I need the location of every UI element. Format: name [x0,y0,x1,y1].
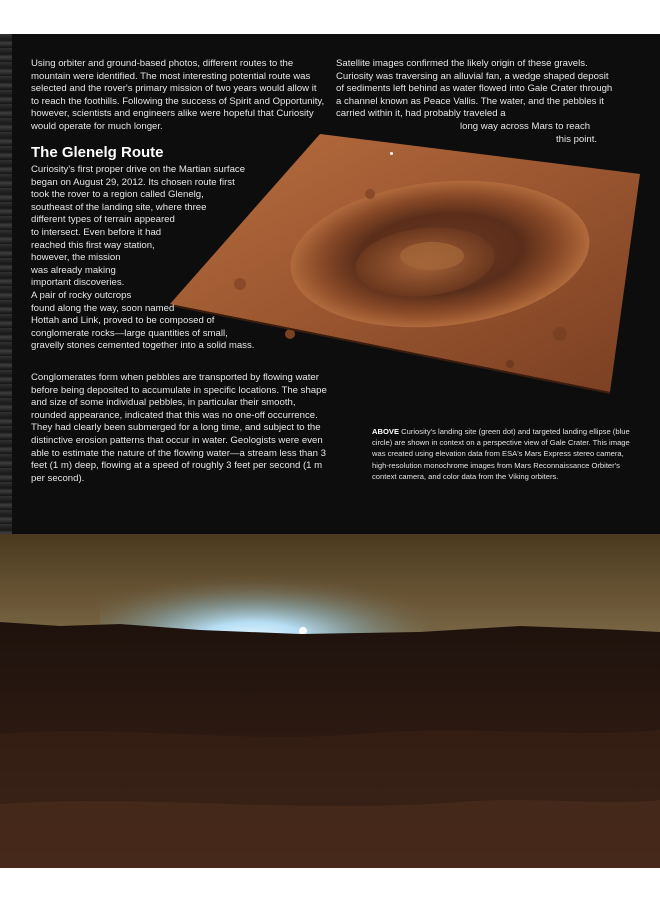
glenelg-line: was already making [31,264,116,276]
glenelg-line: to intersect. Even before it had [31,226,162,238]
section-heading: The Glenelg Route [31,144,164,161]
glenelg-line: important discoveries. [31,277,125,289]
intro-right-tail-1: long way across Mars to reach [460,120,591,132]
glenelg-line: different types of terrain appeared [31,214,175,226]
intro-right-paragraph [336,58,616,146]
glenelg-line: conglomerate rocks—large quantities of small, [31,327,228,339]
landing-site-dot [390,152,393,155]
book-page [0,34,660,868]
glenelg-line: however, the mission [31,252,121,264]
glenelg-line: took the rover to a region called Glenelg, [31,189,204,201]
martian-sunset-photo [0,534,660,868]
caption-lead: ABOVE [372,427,400,436]
glenelg-line: found along the way, soon named [31,302,175,314]
caption-text: Curiosity's landing site (green dot) and targeted landing ellipse (blue circle) are shown in context on a perspective view of Gale Crater. This image was created using elevation data from ESA's Mars Express stereo camera, high-resolution monochrome images from Mars Reconnaissance Orbiter's context camera, and color data from the Viking orbiters. [372,427,630,481]
glenelg-line: began on August 29, 2012. Its chosen route first [31,176,235,188]
conglomerates-paragraph: Conglomerates form when pebbles are transported by flowing water before being deposited to accumulate in specific locations. The shape and size of some individual pebbles, in particular their smooth, rounded appearance, indicated that this was no one-off occurrence. They had clearly been submerged for a long time, and subject to the distinctive erosion patterns that occur in water. Geologists were even able to estimate the nature of the flowing water—a stream less than 3 feet (1 m) deep, flowing at a speed of roughly 3 feet per second (1 m per second). [31,372,327,484]
intro-right-tail-2: this point. [556,133,598,145]
intro-right-main: Satellite images confirmed the likely origin of these gravels. Curiosity was traversing an alluvial fan, a wedge shaped deposit of sediments left behind as water flowed into Gale Crater through a channel known as Peace Vallis. The water, and the pebbles it carried within it, had probably traveled a [336,58,613,120]
sunset-illustration [0,534,660,868]
glenelg-line: A pair of rocky outcrops [31,289,132,301]
image-caption [372,426,634,482]
glenelg-line: gravelly stones cemented together into a solid mass. [31,340,255,352]
glenelg-line: Curiosity's first proper drive on the Martian surface [31,164,246,175]
glenelg-paragraph [31,164,293,353]
glenelg-line: Hottah and Link, proved to be composed of [31,315,215,327]
glenelg-line: southeast of the landing site, where three [31,201,207,213]
intro-left-paragraph: Using orbiter and ground-based photos, different routes to the mountain were identified. The most interesting potential route was selected and the rover's primary mission of two years would allow it to reach the foothills. Following the success of Spirit and Opportunity, however, scientists and engineers alike were hopeful that Curiosity would operate for much longer. [31,58,325,132]
glenelg-line: reached this first way station, [31,239,155,251]
